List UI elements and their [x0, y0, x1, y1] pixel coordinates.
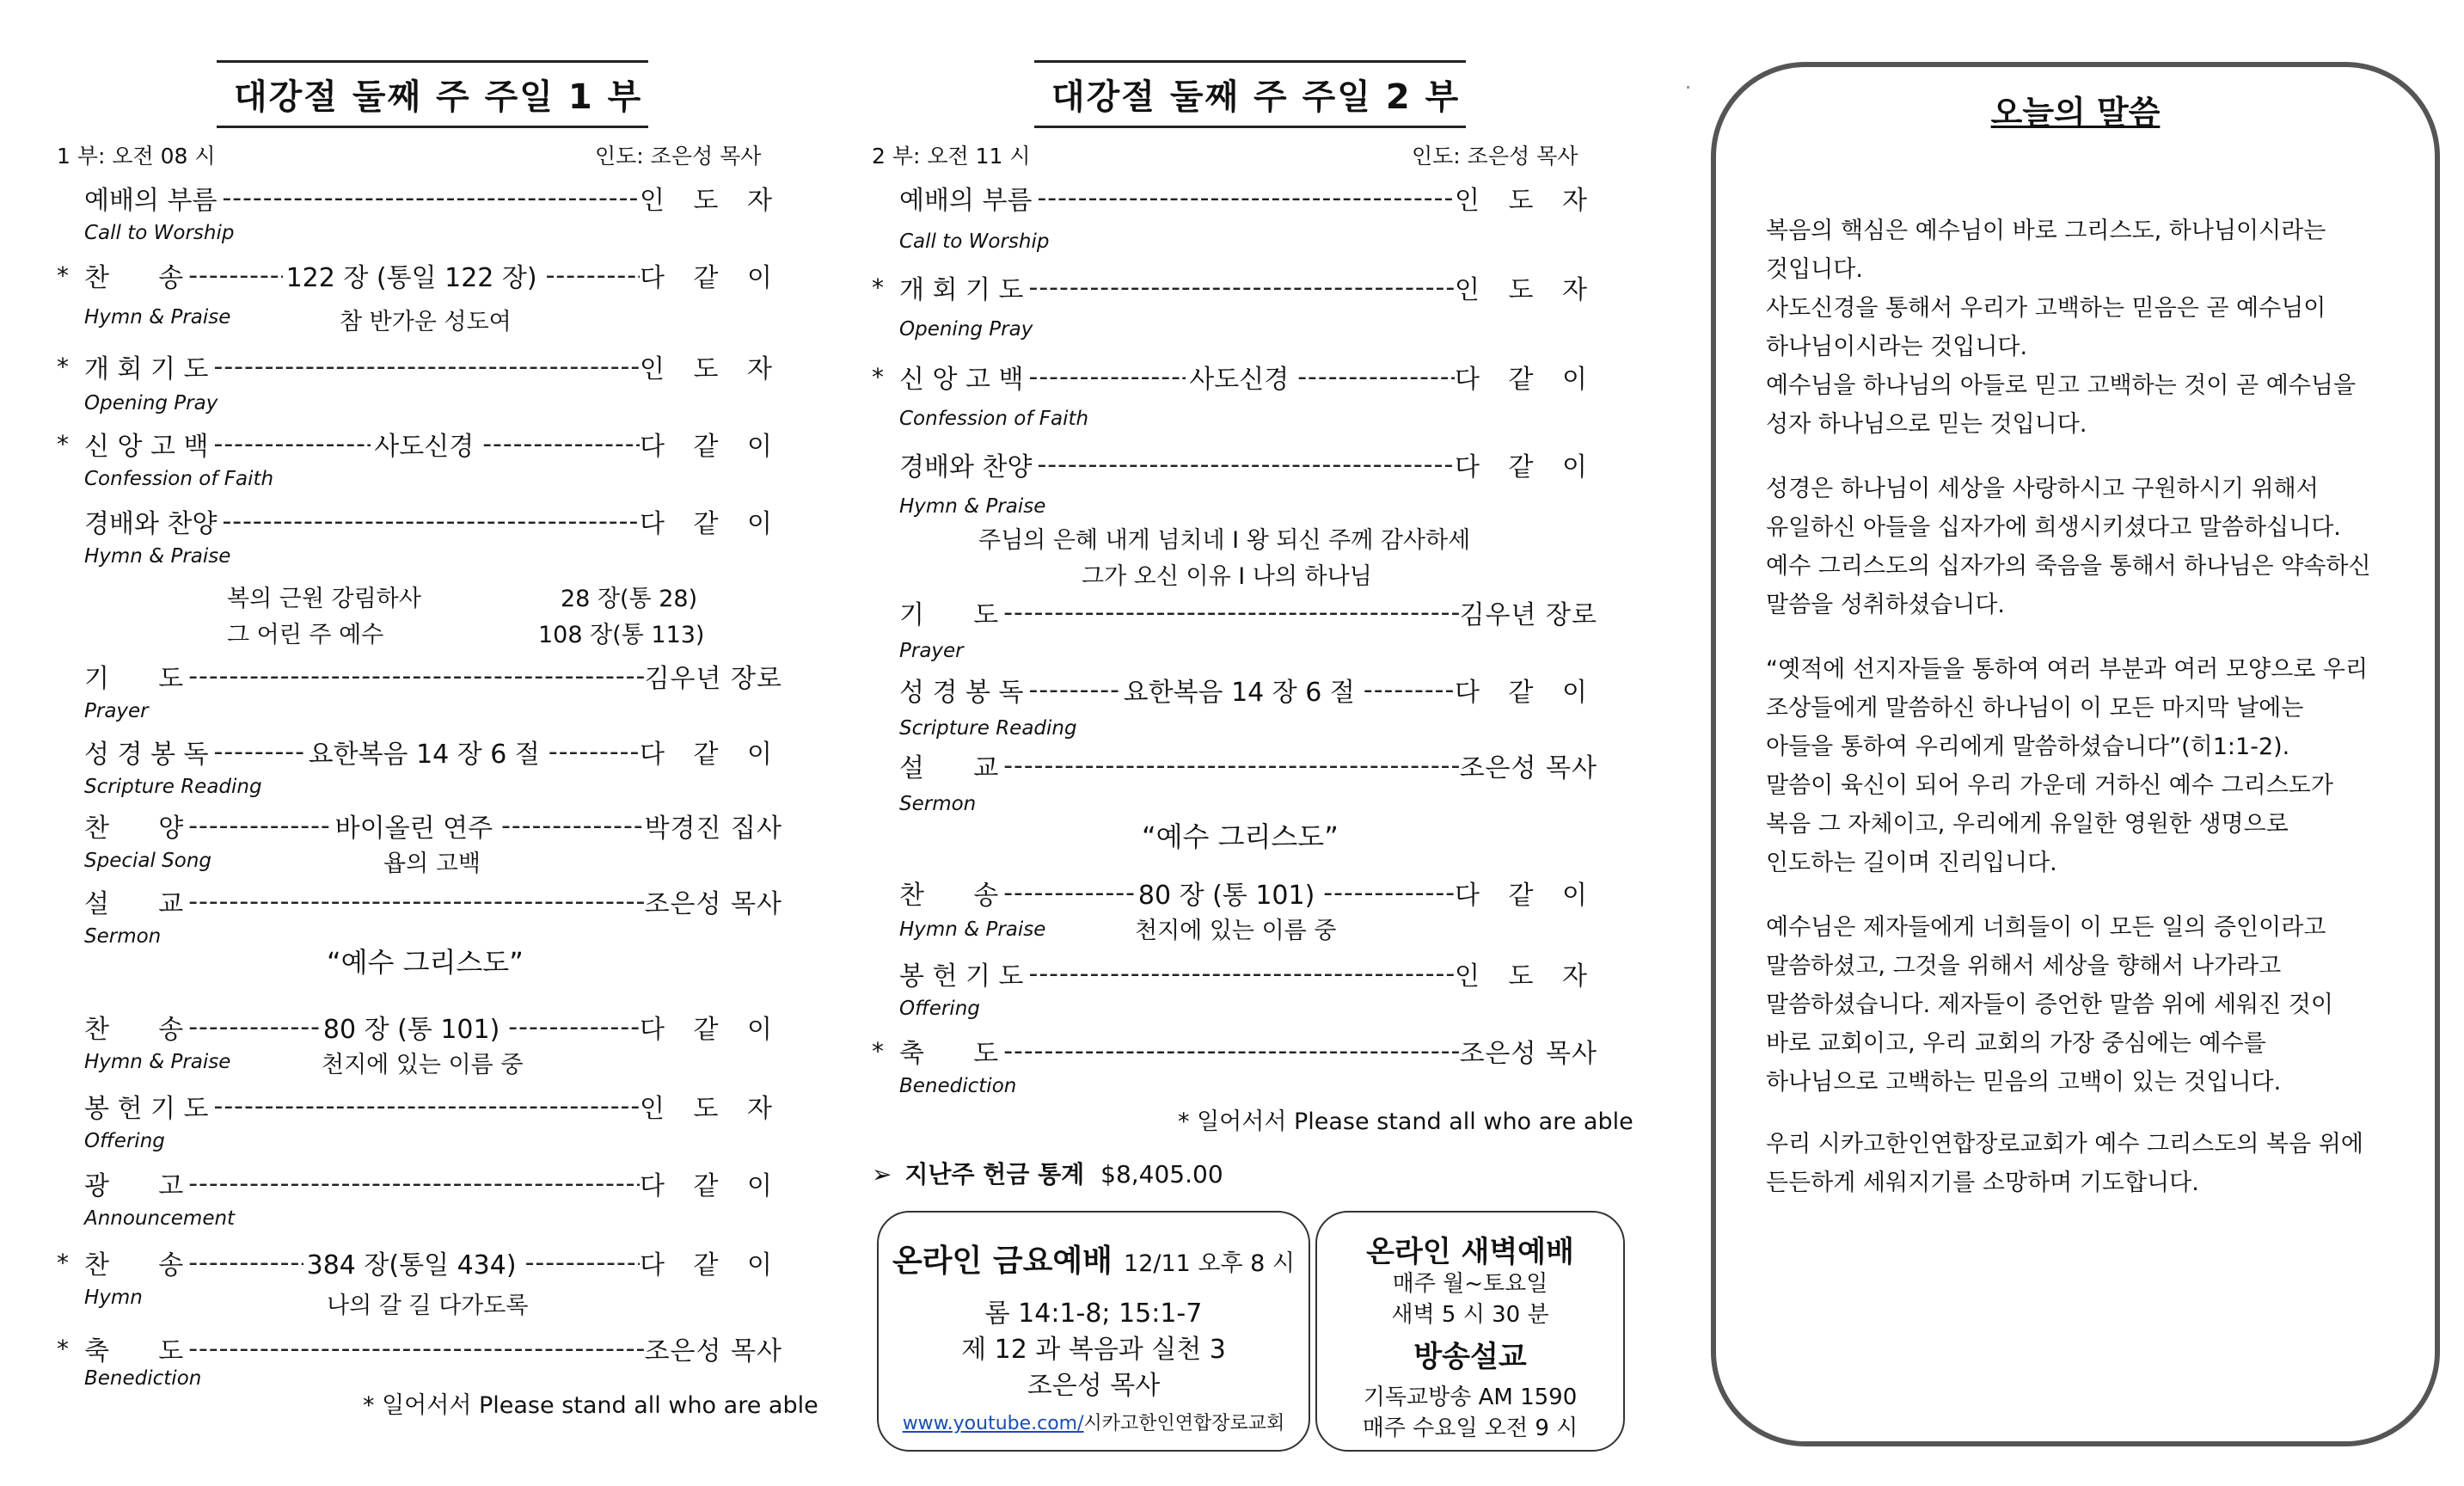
item-english: Offering [84, 1130, 165, 1152]
paragraph-line: 하나님이시라는 것입니다. [1766, 334, 2028, 360]
item-english: Prayer [899, 640, 964, 662]
paragraph-line: 조상들에게 말씀하신 하나님이 이 모든 마지막 날에는 [1766, 695, 2304, 722]
paragraph-line: 하나님으로 고백하는 믿음의 고백이 있는 것입니다. [1766, 1069, 2282, 1096]
todays-word-title: 오늘의 말씀 [1990, 94, 2161, 132]
leader-dots [1292, 362, 1455, 392]
paragraph-line: 예수님을 하나님의 아들로 믿고 고백하는 것이 곧 예수님을 [1766, 372, 2357, 399]
service1-row [57, 1329, 782, 1367]
paragraph-line: 우리 시카고한인연합장로교회가 예수 그리스도의 복음 위에 [1766, 1131, 2363, 1157]
dawn-line2: 새벽 5 시 30 분 [1391, 1302, 1549, 1328]
item-english: Hymn & Praise [84, 545, 231, 568]
paragraph-line: 아들을 통하여 우리에게 말씀하셨습니다”(히1:1-2). [1766, 734, 2290, 760]
service1-praise-a: 복의 근원 강림하사 [227, 586, 421, 612]
service1-special-note: 욥의 고백 [383, 850, 481, 877]
offering-label: 지난주 헌금 통계 [904, 1160, 1085, 1188]
leader-dots [209, 1091, 640, 1121]
dawn-line1: 매주 월~토요일 [1392, 1271, 1548, 1297]
service1-row [57, 256, 783, 294]
paragraph-line: 예수 그리스도의 십자가의 죽음을 통해서 하나님은 약속하신 [1766, 553, 2371, 580]
item-leader: 다 같 이 [1454, 678, 1597, 708]
leader-dots [183, 1248, 303, 1278]
item-leader: 인 도 자 [639, 354, 782, 384]
item-name: 찬 양 [84, 814, 184, 844]
leader-dots [1024, 362, 1186, 392]
item-name: 기 도 [899, 600, 999, 630]
stand-asterisk: * [57, 1334, 69, 1363]
item-english: Sermon [899, 793, 977, 815]
service1-sermon-title: “예수 그리스도” [327, 946, 524, 979]
youtube-link-suffix: 시카고한인연합장로교회 [1083, 1413, 1285, 1434]
leader-dots [183, 261, 282, 291]
item-english: Opening Pray [899, 318, 1033, 341]
paragraph-line: 성경은 하나님이 세상을 사랑하시고 구원하시기 위해서 [1766, 476, 2319, 502]
paragraph-line: 성자 하나님으로 믿는 것입니다. [1766, 411, 2087, 438]
item-english: Benediction [899, 1075, 1017, 1097]
service1-row [84, 502, 782, 540]
broadcast-title: 방송설교 [1413, 1340, 1527, 1374]
service1-praise-a-no: 28 장(통 28) [561, 586, 698, 612]
service1-row [84, 807, 782, 844]
leader-dots [496, 811, 644, 841]
arrow-bullet-icon: ➢ [872, 1160, 892, 1188]
service2-time: 2 부: 오전 11 시 [872, 144, 1031, 169]
service2-row [872, 1032, 1597, 1070]
item-name: 신 앙 고 백 [84, 432, 209, 462]
paragraph-line: 바로 교회이고, 우리 교회의 가장 중심에는 예수를 [1766, 1030, 2266, 1057]
item-leader: 인 도 자 [1454, 275, 1597, 305]
item-english: Special Song [84, 850, 212, 872]
item-english: Scripture Reading [899, 717, 1077, 740]
item-name: 축 도 [899, 1039, 999, 1069]
leader-dots [1024, 675, 1120, 705]
todays-word-paragraph [1766, 470, 2371, 624]
service1-row [84, 1008, 782, 1046]
item-detail: 요한복음 14 장 6 절 [308, 740, 540, 770]
leader-dots [1024, 273, 1455, 303]
dawn-service-box [1315, 1211, 1625, 1452]
item-english: Hymn [84, 1286, 143, 1309]
item-detail: 122 장 (통일 122 장) [285, 263, 537, 293]
item-name: 찬 송 [84, 1015, 184, 1045]
leader-dots [1318, 878, 1455, 908]
friday-service-box [877, 1211, 1310, 1452]
friday-title: 온라인 금요예배 [892, 1243, 1112, 1279]
service1-row [57, 347, 782, 385]
item-detail: 사도신경 [1189, 365, 1290, 395]
item-name: 광 고 [84, 1171, 184, 1201]
item-english: Confession of Faith [84, 468, 274, 490]
service1-stand-note: * 일어서서 Please stand all who are able [363, 1392, 818, 1419]
service2-row [899, 955, 1597, 992]
leader-dots [183, 887, 644, 917]
offering-amount: $8,405.00 [1100, 1160, 1223, 1188]
item-leader: 다 같 이 [1454, 881, 1597, 911]
item-leader: 조은성 목사 [644, 1336, 782, 1366]
item-leader: 인 도 자 [1454, 186, 1597, 216]
service1-row [84, 657, 782, 695]
service2-row [899, 746, 1597, 784]
item-detail: 사도신경 [374, 432, 475, 462]
leader-dots [209, 429, 371, 459]
service2-title: 대강절 둘째 주 주일 2 부 [1034, 60, 1466, 128]
service1-hymn2-note: 천지에 있는 이름 중 [322, 1052, 524, 1078]
item-english: Call to Worship [84, 222, 235, 244]
dawn-title: 온라인 새벽예배 [1366, 1235, 1574, 1269]
item-leader: 박경진 집사 [644, 814, 783, 844]
item-leader: 다 같 이 [639, 1015, 782, 1045]
service2-row [872, 358, 1597, 396]
service1-hymn1-note: 참 반가운 성도여 [340, 309, 512, 335]
item-detail: 384 장(통일 434) [306, 1250, 517, 1280]
stand-asterisk: * [57, 261, 69, 290]
paragraph-line: “옛적에 선지자들을 통하여 여러 부분과 여러 모양으로 우리 [1766, 656, 2369, 683]
service2-row [872, 268, 1597, 306]
item-name: 찬 송 [84, 263, 184, 293]
item-leader: 다 같 이 [639, 1171, 782, 1201]
leader-dots [183, 811, 331, 841]
paragraph-line: 든든하게 세워지기를 소망하며 기도합니다. [1766, 1170, 2199, 1196]
service1-hymn3-note: 나의 갈 길 다가도록 [327, 1293, 529, 1319]
service1-time: 1 부: 오전 08 시 [57, 144, 216, 169]
item-leader: 다 같 이 [1454, 365, 1597, 395]
stand-asterisk: * [872, 273, 884, 302]
leader-dots [1032, 450, 1455, 480]
stand-asterisk: * [57, 429, 69, 458]
item-name: 신 앙 고 백 [899, 365, 1024, 395]
todays-word-paragraph [1766, 650, 2368, 882]
item-detail: 바이올린 연주 [334, 814, 493, 844]
leader-dots [998, 1036, 1459, 1066]
item-leader: 다 같 이 [639, 432, 782, 462]
item-english: Hymn & Praise [84, 1051, 231, 1073]
item-leader: 인 도 자 [639, 186, 782, 216]
service1-praise-b-no: 108 장(통 113) [538, 622, 705, 648]
item-detail: 80 장 (통 101) [322, 1015, 500, 1045]
leader-dots [183, 1169, 640, 1199]
todays-word-paragraph [1766, 908, 2333, 1102]
service2-row [899, 874, 1597, 912]
item-name: 개 회 기 도 [84, 354, 209, 384]
service2-hymn-note: 천지에 있는 이름 중 [1135, 918, 1337, 944]
paragraph-line: 말씀을 성취하셨습니다. [1766, 592, 2005, 618]
item-name: 성 경 봉 독 [84, 740, 209, 770]
paragraph-line: 사도신경을 통해서 우리가 고백하는 믿음은 곧 예수님이 [1766, 295, 2326, 322]
service1-row [84, 1164, 782, 1202]
item-leader: 조은성 목사 [1459, 753, 1597, 783]
service1-praise-b: 그 어린 주 예수 [227, 622, 384, 648]
item-detail: 요한복음 14 장 6 절 [1123, 678, 1355, 708]
leader-dots [541, 261, 640, 291]
service2-praise-line2: 그가 오신 이유 I 나의 하나님 [1082, 563, 1372, 590]
item-leader: 인 도 자 [1454, 961, 1597, 992]
service2-stand-note: * 일어서서 Please stand all who are able [1178, 1108, 1633, 1135]
service1-row [84, 733, 782, 771]
leader-dots [520, 1248, 640, 1278]
service1-row [84, 179, 782, 217]
leader-dots [217, 183, 640, 213]
paragraph-line: 말씀하셨습니다. 제자들이 증언한 말씀 위에 세워진 것이 [1766, 992, 2333, 1018]
item-name: 경배와 찬양 [84, 509, 218, 539]
todays-word-paragraph [1766, 212, 2356, 444]
service1-title: 대강절 둘째 주 주일 1 부 [217, 60, 648, 128]
leader-dots [183, 1012, 320, 1042]
item-leader: 인 도 자 [639, 1094, 782, 1124]
stand-asterisk: * [57, 352, 69, 381]
item-english: Announcement [84, 1207, 236, 1230]
dawn-line3: 기독교방송 AM 1590 [1363, 1385, 1578, 1410]
youtube-link[interactable]: www.youtube.com/ [902, 1413, 1084, 1434]
service2-leader: 인도: 조은성 목사 [1412, 144, 1578, 169]
service2-sermon-title: “예수 그리스도” [1142, 820, 1339, 853]
todays-word-paragraph [1766, 1125, 2363, 1202]
item-name: 예배의 부름 [84, 186, 218, 216]
item-leader: 김우년 장로 [1459, 600, 1597, 630]
item-name: 설 교 [899, 753, 999, 783]
leader-dots [998, 751, 1459, 781]
item-name: 예배의 부름 [899, 186, 1033, 216]
item-name: 축 도 [84, 1336, 184, 1366]
stand-asterisk: * [57, 1248, 69, 1277]
paragraph-line: 복음의 핵심은 예수님이 바로 그리스도, 하나님이시라는 [1766, 218, 2326, 244]
paragraph-line: 유일하신 아들을 십자가에 희생시키셨다고 말씀하십니다. [1766, 514, 2341, 541]
paragraph-line: 인도하는 길이며 진리입니다. [1766, 850, 2057, 876]
item-english: Scripture Reading [84, 776, 262, 798]
item-leader: 다 같 이 [639, 1250, 782, 1280]
service2-row [899, 671, 1597, 709]
stand-asterisk: * [872, 362, 884, 391]
item-name: 찬 송 [84, 1250, 184, 1280]
item-name: 찬 송 [899, 881, 999, 911]
item-english: Opening Pray [84, 392, 218, 414]
item-name: 봉 헌 기 도 [899, 961, 1024, 992]
item-name: 봉 헌 기 도 [84, 1094, 209, 1124]
service2-row [899, 593, 1597, 631]
paragraph-line: 복음 그 자체이고, 우리에게 유일한 영원한 생명으로 [1766, 811, 2289, 838]
item-english: Hymn & Praise [84, 306, 231, 329]
friday-when: 12/11 오후 8 시 [1124, 1250, 1296, 1277]
item-english: Confession of Faith [899, 408, 1089, 430]
leader-dots [1358, 675, 1455, 705]
leader-dots [998, 878, 1135, 908]
service2-row [899, 179, 1597, 217]
paragraph-line: 말씀하셨고, 그것을 위해서 세상을 향해서 나가라고 [1766, 953, 2282, 979]
item-english: Hymn & Praise [899, 495, 1046, 518]
stand-asterisk: * [872, 1036, 884, 1065]
item-leader: 다 같 이 [639, 740, 782, 770]
service1-row [57, 1243, 782, 1281]
item-leader: 다 같 이 [639, 509, 782, 539]
item-detail: 80 장 (통 101) [1137, 881, 1315, 911]
leader-dots [217, 507, 640, 537]
leader-dots [183, 661, 644, 691]
paragraph-line: 말씀이 육신이 되어 우리 가운데 거하신 예수 그리스도가 [1766, 772, 2333, 799]
item-english: Offering [899, 998, 980, 1020]
item-english: Sermon [84, 925, 162, 948]
item-english: Benediction [84, 1367, 202, 1390]
friday-line1: 롬 14:1-8; 15:1-7 [984, 1299, 1203, 1329]
leader-dots [998, 598, 1459, 628]
offering-stats [872, 1156, 1223, 1190]
item-english: Call to Worship [899, 230, 1050, 253]
leader-dots [503, 1012, 640, 1042]
item-english: Hymn & Praise [899, 918, 1046, 941]
service1-row [57, 425, 782, 463]
leader-dots [543, 737, 640, 767]
service1-leader: 인도: 조은성 목사 [595, 144, 762, 169]
item-leader: 김우년 장로 [644, 664, 782, 694]
friday-line3: 조은성 목사 [1027, 1371, 1161, 1401]
leader-dots [477, 429, 640, 459]
item-leader: 조은성 목사 [644, 889, 782, 919]
item-name: 개 회 기 도 [899, 275, 1024, 305]
item-leader: 조은성 목사 [1459, 1039, 1597, 1069]
item-leader: 다 같 이 [1454, 452, 1597, 482]
item-english: Prayer [84, 700, 149, 722]
dawn-line4: 매주 수요일 오전 9 시 [1362, 1415, 1578, 1441]
item-name: 기 도 [84, 664, 184, 694]
item-name: 설 교 [84, 889, 184, 919]
friday-line2: 제 12 과 복음과 실천 3 [961, 1335, 1226, 1365]
paragraph-line: 것입니다. [1766, 256, 1863, 283]
item-leader: 다 같 이 [640, 263, 783, 293]
service2-praise-line1: 주님의 은혜 내게 넘치네 I 왕 되신 주께 감사하세 [978, 527, 1471, 554]
dot-mark [1687, 86, 1689, 89]
leader-dots [1024, 959, 1455, 989]
service1-row [84, 882, 782, 920]
item-name: 성 경 봉 독 [899, 678, 1024, 708]
leader-dots [183, 1334, 644, 1364]
service2-row [899, 445, 1597, 483]
leader-dots [1032, 183, 1455, 213]
leader-dots [209, 352, 640, 382]
service1-row [84, 1087, 782, 1125]
leader-dots [209, 737, 305, 767]
paragraph-line: 예수님은 제자들에게 너희들이 이 모든 일의 증인이라고 [1766, 914, 2326, 941]
item-name: 경배와 찬양 [899, 452, 1033, 482]
